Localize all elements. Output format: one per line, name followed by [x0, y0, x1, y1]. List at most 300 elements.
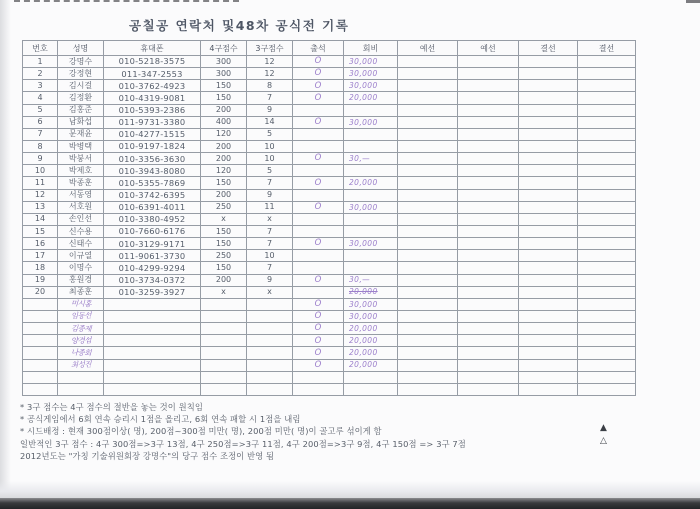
- table-row: [23, 104, 636, 116]
- cell-fee: 30,000: [344, 310, 398, 322]
- cell-phone: [104, 335, 201, 347]
- table-row: [23, 298, 636, 310]
- cell-prelim-2: [458, 213, 519, 225]
- cell-prelim-2: [458, 238, 519, 250]
- cell-3ball-score: [247, 310, 293, 322]
- cell-4ball-score: 200: [201, 140, 247, 152]
- cell-4ball-score: 300: [201, 56, 247, 68]
- cell-prelim-1: [398, 298, 458, 310]
- table-row: [23, 310, 636, 322]
- cell-prelim-2: [458, 383, 519, 395]
- cell-prelim-1: [398, 213, 458, 225]
- cell-fee: 20,000: [344, 359, 398, 371]
- table-row: [23, 153, 636, 165]
- cell-phone: 010-4319-9081: [104, 92, 201, 104]
- cell-name: 박종훈: [58, 177, 104, 189]
- table-row: [23, 213, 636, 225]
- column-header: 출석: [293, 41, 344, 56]
- cell-attendance: O: [293, 80, 344, 92]
- cell-final-1: [519, 201, 578, 213]
- cell-3ball-score: 8: [247, 80, 293, 92]
- cell-4ball-score: x: [201, 213, 247, 225]
- cell-fee: [344, 189, 398, 201]
- cell-4ball-score: [201, 383, 247, 395]
- cell-prelim-2: [458, 201, 519, 213]
- cell-prelim-1: [398, 335, 458, 347]
- cell-final-2: [578, 104, 636, 116]
- cell-number: 8: [23, 140, 58, 152]
- cell-3ball-score: 9: [247, 274, 293, 286]
- cell-number: 19: [23, 274, 58, 286]
- cell-attendance: [293, 286, 344, 298]
- footnote-line: * 시드배정 : 현재 300점이상( 명), 200점~300점 미만( 명), 200점 미만( 명)이 골고루 섞이게 함: [20, 426, 382, 437]
- cell-fee: 20,000: [344, 347, 398, 359]
- table-row: [23, 323, 636, 335]
- cell-prelim-2: [458, 80, 519, 92]
- cell-fee: 30,000: [344, 238, 398, 250]
- cell-prelim-1: [398, 165, 458, 177]
- cell-number: [23, 310, 58, 322]
- cell-prelim-2: [458, 128, 519, 140]
- cell-final-1: [519, 347, 578, 359]
- cell-number: 5: [23, 104, 58, 116]
- cell-attendance: [293, 250, 344, 262]
- cell-final-1: [519, 68, 578, 80]
- cell-final-2: [578, 274, 636, 286]
- cell-attendance: [293, 140, 344, 152]
- cell-prelim-1: [398, 68, 458, 80]
- cell-name: 남화섭: [58, 116, 104, 128]
- cell-final-2: [578, 250, 636, 262]
- cell-fee: 20,000: [344, 92, 398, 104]
- cell-phone: 010-3380-4952: [104, 213, 201, 225]
- cell-4ball-score: x: [201, 286, 247, 298]
- cell-phone: 010-5393-2386: [104, 104, 201, 116]
- cell-number: [23, 298, 58, 310]
- cell-phone: 011-347-2553: [104, 68, 201, 80]
- cell-attendance: [293, 371, 344, 383]
- cell-name: 김시걸: [58, 80, 104, 92]
- table-row: [23, 347, 636, 359]
- cell-number: 20: [23, 286, 58, 298]
- cell-3ball-score: [247, 298, 293, 310]
- cell-3ball-score: [247, 335, 293, 347]
- cell-fee: 20,000: [344, 177, 398, 189]
- cell-3ball-score: 5: [247, 128, 293, 140]
- cell-attendance: O: [293, 323, 344, 335]
- cell-final-2: [578, 298, 636, 310]
- cell-final-2: [578, 201, 636, 213]
- cell-prelim-2: [458, 347, 519, 359]
- cell-name: 문재윤: [58, 128, 104, 140]
- cell-phone: 010-3259-3927: [104, 286, 201, 298]
- cell-3ball-score: [247, 347, 293, 359]
- cell-final-1: [519, 383, 578, 395]
- cell-final-2: [578, 238, 636, 250]
- cell-prelim-1: [398, 274, 458, 286]
- cell-final-2: [578, 310, 636, 322]
- cell-prelim-1: [398, 250, 458, 262]
- cell-number: [23, 347, 58, 359]
- cell-3ball-score: 7: [247, 262, 293, 274]
- cell-final-1: [519, 225, 578, 237]
- cell-name: 김정환: [58, 92, 104, 104]
- cell-attendance: [293, 165, 344, 177]
- cell-prelim-1: [398, 262, 458, 274]
- cell-fee: 30,—: [344, 153, 398, 165]
- cell-number: 13: [23, 201, 58, 213]
- cell-final-1: [519, 250, 578, 262]
- cell-attendance: [293, 383, 344, 395]
- cell-number: 12: [23, 189, 58, 201]
- outline-triangle-marker: △: [600, 436, 607, 446]
- cell-phone: 010-3734-0372: [104, 274, 201, 286]
- cell-phone: 010-9197-1824: [104, 140, 201, 152]
- cell-name: 서호원: [58, 201, 104, 213]
- table-row: [23, 177, 636, 189]
- cell-attendance: O: [293, 274, 344, 286]
- cell-4ball-score: 250: [201, 201, 247, 213]
- cell-3ball-score: 10: [247, 250, 293, 262]
- cell-final-2: [578, 165, 636, 177]
- cell-phone: 010-4299-9294: [104, 262, 201, 274]
- cell-phone: 010-5355-7869: [104, 177, 201, 189]
- cell-phone: 011-9061-3730: [104, 250, 201, 262]
- cell-final-2: [578, 335, 636, 347]
- cell-phone: 010-5218-3575: [104, 56, 201, 68]
- cell-prelim-2: [458, 274, 519, 286]
- cell-4ball-score: [201, 335, 247, 347]
- cell-name: 임동선: [57, 310, 103, 324]
- cell-4ball-score: [201, 347, 247, 359]
- column-header: 휴대폰: [104, 41, 201, 56]
- records-table: [22, 40, 636, 396]
- cell-final-2: [578, 56, 636, 68]
- cell-prelim-1: [398, 80, 458, 92]
- cell-fee: [344, 262, 398, 274]
- cell-fee: [344, 250, 398, 262]
- scan-artifact-top-right: [686, 0, 700, 3]
- cell-final-2: [578, 92, 636, 104]
- cell-attendance: O: [293, 310, 344, 322]
- cell-final-2: [578, 80, 636, 92]
- cell-final-1: [519, 92, 578, 104]
- table-row: [23, 140, 636, 152]
- cell-prelim-2: [458, 359, 519, 371]
- table-row: [23, 371, 636, 383]
- cell-prelim-1: [398, 128, 458, 140]
- cell-fee: [344, 165, 398, 177]
- cell-final-2: [578, 286, 636, 298]
- cell-prelim-2: [458, 177, 519, 189]
- cell-4ball-score: 150: [201, 177, 247, 189]
- column-header: 회비: [344, 41, 398, 56]
- cell-prelim-1: [398, 177, 458, 189]
- cell-fee: 20,000: [344, 335, 398, 347]
- cell-phone: [104, 359, 201, 371]
- cell-fee: [344, 140, 398, 152]
- cell-prelim-2: [458, 371, 519, 383]
- cell-prelim-2: [458, 189, 519, 201]
- cell-prelim-1: [398, 56, 458, 68]
- footnote-line: 일반적인 3구 점수 : 4구 300점=>3구 13점, 4구 250점=>3구 11점, 4구 200점=>3구 9점, 4구 150점 => 3구 7점: [20, 438, 466, 449]
- cell-name: 박병택: [58, 140, 104, 152]
- cell-name: 서동영: [58, 189, 104, 201]
- cell-phone: 010-7660-6176: [104, 225, 201, 237]
- cell-prelim-1: [398, 116, 458, 128]
- cell-fee: 30,000: [344, 68, 398, 80]
- cell-prelim-2: [458, 262, 519, 274]
- cell-prelim-2: [458, 310, 519, 322]
- cell-number: 11: [23, 177, 58, 189]
- cell-fee: 30,000: [344, 56, 398, 68]
- table-row: [23, 68, 636, 80]
- cell-prelim-1: [398, 359, 458, 371]
- cell-number: 17: [23, 250, 58, 262]
- cell-final-2: [578, 359, 636, 371]
- table-row: [23, 92, 636, 104]
- cell-phone: 011-9731-3380: [104, 116, 201, 128]
- column-header: 4구점수: [201, 41, 247, 56]
- cell-final-2: [578, 128, 636, 140]
- cell-final-2: [578, 323, 636, 335]
- cell-attendance: O: [293, 56, 344, 68]
- cell-phone: [104, 347, 201, 359]
- cell-prelim-1: [398, 201, 458, 213]
- cell-name: 박붕서: [58, 153, 104, 165]
- cell-final-2: [578, 383, 636, 395]
- cell-phone: 010-3129-9171: [104, 238, 201, 250]
- cell-3ball-score: 9: [247, 189, 293, 201]
- footnote-line: 2012년도는 "가칭 기술위원회장 강명수"의 당구 점수 조정이 반영 됨: [20, 450, 275, 461]
- cell-4ball-score: [201, 310, 247, 322]
- cell-final-1: [519, 262, 578, 274]
- table-row: [23, 128, 636, 140]
- cell-final-1: [519, 116, 578, 128]
- cell-final-1: [519, 56, 578, 68]
- column-header: 결선: [519, 41, 578, 56]
- cell-attendance: [293, 213, 344, 225]
- cell-final-1: [519, 213, 578, 225]
- column-header: 예선: [458, 41, 519, 56]
- cell-number: [23, 359, 58, 371]
- cell-number: 14: [23, 213, 58, 225]
- cell-final-1: [519, 359, 578, 371]
- cell-prelim-1: [398, 92, 458, 104]
- table-row: [23, 238, 636, 250]
- cell-3ball-score: x: [247, 286, 293, 298]
- cell-number: 7: [23, 128, 58, 140]
- footnote-line: * 3구 점수는 4구 점수의 절반을 놓는 것이 원칙임: [20, 402, 203, 412]
- cell-4ball-score: 150: [201, 238, 247, 250]
- cell-3ball-score: [247, 359, 293, 371]
- cell-name: 김종제: [57, 322, 103, 336]
- cell-4ball-score: 150: [201, 262, 247, 274]
- cell-4ball-score: 200: [201, 189, 247, 201]
- cell-phone: 010-3762-4923: [104, 80, 201, 92]
- cell-prelim-1: [398, 140, 458, 152]
- cell-name: 박제호: [58, 165, 104, 177]
- cell-name: 최성진: [57, 358, 103, 372]
- cell-fee: 30,000: [344, 201, 398, 213]
- cell-name: 최종훈: [58, 286, 104, 298]
- cell-prelim-2: [458, 140, 519, 152]
- cell-3ball-score: [247, 371, 293, 383]
- cell-fee: [344, 383, 398, 395]
- cell-phone: [104, 323, 201, 335]
- cell-prelim-1: [398, 153, 458, 165]
- cell-number: [23, 323, 58, 335]
- column-header: 성명: [58, 41, 104, 56]
- cell-attendance: O: [293, 92, 344, 104]
- cell-final-1: [519, 335, 578, 347]
- cell-final-2: [578, 153, 636, 165]
- cell-final-2: [578, 68, 636, 80]
- cell-number: [23, 383, 58, 395]
- cell-prelim-1: [398, 371, 458, 383]
- cell-fee: [344, 213, 398, 225]
- cell-4ball-score: [201, 298, 247, 310]
- column-header: 3구점수: [247, 41, 293, 56]
- cell-number: 6: [23, 116, 58, 128]
- cell-number: 18: [23, 262, 58, 274]
- cell-name: 신수용: [58, 225, 104, 237]
- cell-phone: [104, 371, 201, 383]
- table-row: [23, 383, 636, 395]
- table-row: [23, 262, 636, 274]
- cell-prelim-1: [398, 104, 458, 116]
- cell-final-1: [519, 371, 578, 383]
- cell-prelim-2: [458, 286, 519, 298]
- cell-4ball-score: 120: [201, 165, 247, 177]
- cell-final-1: [519, 310, 578, 322]
- cell-3ball-score: 10: [247, 153, 293, 165]
- cell-name: 이명수: [58, 262, 104, 274]
- cell-3ball-score: 11: [247, 201, 293, 213]
- cell-3ball-score: 10: [247, 140, 293, 152]
- table-row: [23, 201, 636, 213]
- page-title: 공칠공 연락처 및48차 공식전 기록: [129, 18, 350, 33]
- cell-prelim-2: [458, 335, 519, 347]
- cell-final-2: [578, 140, 636, 152]
- cell-number: 10: [23, 165, 58, 177]
- cell-4ball-score: 200: [201, 153, 247, 165]
- cell-3ball-score: 5: [247, 165, 293, 177]
- cell-final-2: [578, 116, 636, 128]
- cell-phone: [104, 383, 201, 395]
- cell-final-1: [519, 298, 578, 310]
- cell-prelim-1: [398, 225, 458, 237]
- table-row: [23, 359, 636, 371]
- cell-name: 홍원경: [58, 274, 104, 286]
- cell-final-1: [519, 140, 578, 152]
- cell-attendance: O: [293, 201, 344, 213]
- scan-edge-bottom-dark: [0, 498, 700, 509]
- cell-fee: 30,—: [344, 274, 398, 286]
- cell-final-1: [519, 153, 578, 165]
- cell-prelim-2: [458, 250, 519, 262]
- cell-final-1: [519, 80, 578, 92]
- cell-fee: [344, 104, 398, 116]
- cell-attendance: O: [293, 116, 344, 128]
- cell-final-1: [519, 274, 578, 286]
- header-row: [23, 41, 636, 56]
- cell-final-1: [519, 286, 578, 298]
- cell-prelim-1: [398, 347, 458, 359]
- cell-final-1: [519, 323, 578, 335]
- cell-3ball-score: 14: [247, 116, 293, 128]
- cell-final-1: [519, 189, 578, 201]
- cell-fee: 30,000: [344, 298, 398, 310]
- table-row: [23, 116, 636, 128]
- footnote-line: * 공식게임에서 6회 연속 승리시 1점을 올리고, 6회 연속 패할 시 1점을 내림: [20, 414, 301, 425]
- cell-attendance: O: [293, 298, 344, 310]
- cell-prelim-2: [458, 165, 519, 177]
- cell-prelim-2: [458, 92, 519, 104]
- cell-3ball-score: 12: [247, 56, 293, 68]
- cell-fee: [344, 128, 398, 140]
- cell-prelim-2: [458, 298, 519, 310]
- cell-phone: 010-6391-4011: [104, 201, 201, 213]
- cell-name: 김홍준: [58, 104, 104, 116]
- cell-fee: [344, 225, 398, 237]
- cell-attendance: [293, 104, 344, 116]
- cell-number: 2: [23, 68, 58, 80]
- cell-prelim-1: [398, 238, 458, 250]
- cell-4ball-score: 120: [201, 128, 247, 140]
- cell-fee: [344, 371, 398, 383]
- cell-attendance: O: [293, 177, 344, 189]
- cell-fee: 30,000: [344, 116, 398, 128]
- cell-final-1: [519, 128, 578, 140]
- cell-attendance: O: [293, 153, 344, 165]
- cell-prelim-2: [458, 225, 519, 237]
- cell-3ball-score: 7: [247, 238, 293, 250]
- cell-final-2: [578, 225, 636, 237]
- cell-attendance: [293, 128, 344, 140]
- cell-4ball-score: 250: [201, 250, 247, 262]
- cell-4ball-score: 150: [201, 80, 247, 92]
- cell-3ball-score: [247, 383, 293, 395]
- cell-final-2: [578, 189, 636, 201]
- records-body: [23, 56, 636, 396]
- cell-name: [58, 383, 104, 395]
- table-row: [23, 56, 636, 68]
- cell-name: [58, 371, 104, 383]
- column-header: 예선: [398, 41, 458, 56]
- footnotes: [20, 401, 466, 462]
- cell-prelim-2: [458, 116, 519, 128]
- table-row: [23, 80, 636, 92]
- cell-name: 신태수: [58, 238, 104, 250]
- cell-attendance: O: [293, 359, 344, 371]
- cell-final-2: [578, 347, 636, 359]
- cell-4ball-score: 200: [201, 104, 247, 116]
- cell-phone: 010-3943-8080: [104, 165, 201, 177]
- cell-final-1: [519, 165, 578, 177]
- cell-3ball-score: 7: [247, 177, 293, 189]
- table-row: [23, 250, 636, 262]
- cell-number: 15: [23, 225, 58, 237]
- cell-3ball-score: 9: [247, 104, 293, 116]
- cell-attendance: O: [293, 335, 344, 347]
- cell-3ball-score: 12: [247, 68, 293, 80]
- cell-phone: 010-3356-3630: [104, 153, 201, 165]
- table-row: [23, 335, 636, 347]
- cell-4ball-score: 300: [201, 68, 247, 80]
- cell-4ball-score: [201, 359, 247, 371]
- cell-prelim-2: [458, 323, 519, 335]
